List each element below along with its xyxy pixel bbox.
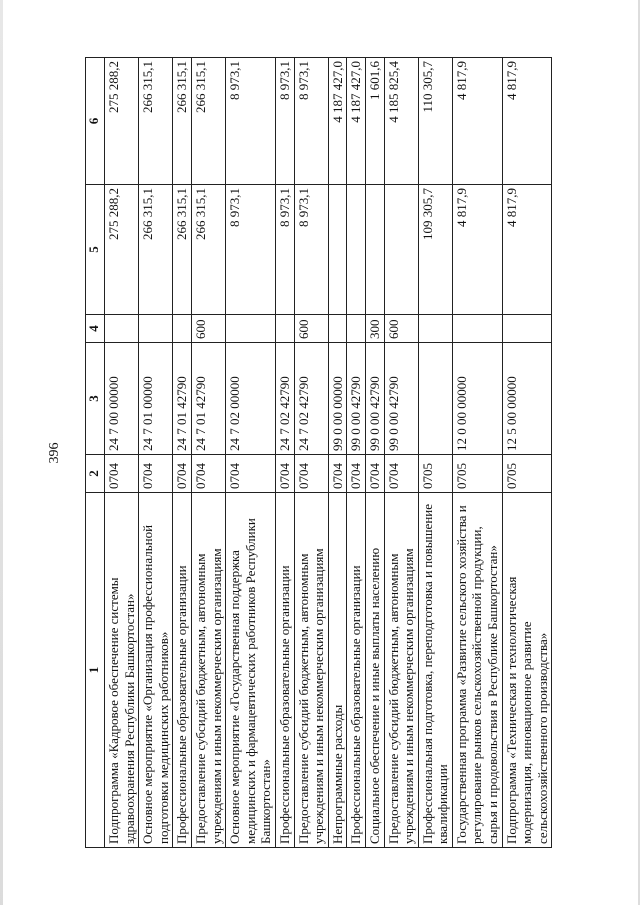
row-section-cell: 0704 bbox=[105, 455, 139, 493]
row-expense-type-cell bbox=[139, 315, 173, 343]
row-amount-col6-cell: 4 187 427,0 bbox=[347, 58, 366, 185]
row-name-cell: Основное мероприятие «Государственная поддержка медицинских и фармацевтических работников Республики Башкортостан» bbox=[226, 493, 276, 848]
row-name-cell: Профессиональные образовательные организации bbox=[173, 493, 192, 848]
row-amount-col5-cell: 8 973,1 bbox=[275, 185, 294, 315]
row-amount-col5-cell: 266 315,1 bbox=[191, 185, 225, 315]
row-name-cell: Профессиональные образовательные организации bbox=[347, 493, 366, 848]
row-amount-col6-cell: 4 187 427,0 bbox=[328, 58, 347, 185]
row-amount-col6-cell: 275 288,2 bbox=[105, 58, 139, 185]
row-name-cell: Подпрограмма «Техническая и технологическая модернизация, инновационное развитие сельскохозяйственного производства» bbox=[502, 493, 552, 848]
table-body bbox=[105, 58, 552, 848]
row-expense-type-cell bbox=[275, 315, 294, 343]
row-expense-type-cell bbox=[418, 315, 452, 343]
row-amount-col6-cell: 8 973,1 bbox=[226, 58, 276, 185]
header-col-2: 2 bbox=[86, 455, 105, 493]
row-target-article-cell: 12 5 00 00000 bbox=[502, 343, 552, 455]
row-amount-col6-cell: 1 601,6 bbox=[365, 58, 384, 185]
header-row bbox=[86, 58, 105, 848]
rotated-table-frame bbox=[85, 58, 605, 848]
row-section-cell: 0705 bbox=[418, 455, 452, 493]
table-row bbox=[502, 58, 552, 848]
row-target-article-cell: 24 7 01 42790 bbox=[191, 343, 225, 455]
row-section-cell: 0704 bbox=[347, 455, 366, 493]
row-amount-col5-cell: 266 315,1 bbox=[173, 185, 192, 315]
row-name-cell: Предоставление субсидий бюджетным, автономным учреждениям и иным некоммерческим организациям bbox=[384, 493, 418, 848]
row-expense-type-cell bbox=[347, 315, 366, 343]
table-row bbox=[173, 58, 192, 848]
row-amount-col5-cell bbox=[384, 185, 418, 315]
rotated-table-content bbox=[85, 58, 605, 848]
row-amount-col6-cell: 4 185 825,4 bbox=[384, 58, 418, 185]
row-target-article-cell: 24 7 00 00000 bbox=[105, 343, 139, 455]
row-name-cell: Основное мероприятие «Организация профессиональной подготовки медицинских работников» bbox=[139, 493, 173, 848]
page-number: 396 bbox=[47, 442, 62, 464]
row-target-article-cell: 24 7 02 42790 bbox=[275, 343, 294, 455]
row-target-article-cell: 12 0 00 00000 bbox=[452, 343, 502, 455]
row-amount-col5-cell: 4 817,9 bbox=[502, 185, 552, 315]
budget-table bbox=[85, 57, 552, 848]
row-amount-col5-cell bbox=[328, 185, 347, 315]
row-expense-type-cell bbox=[502, 315, 552, 343]
row-section-cell: 0704 bbox=[384, 455, 418, 493]
header-col-3: 3 bbox=[86, 343, 105, 455]
table-row bbox=[191, 58, 225, 848]
header-col-1: 1 bbox=[86, 493, 105, 848]
row-section-cell: 0705 bbox=[502, 455, 552, 493]
row-expense-type-cell bbox=[452, 315, 502, 343]
table-row bbox=[105, 58, 139, 848]
row-amount-col6-cell: 8 973,1 bbox=[275, 58, 294, 185]
row-amount-col6-cell: 266 315,1 bbox=[191, 58, 225, 185]
row-name-cell: Социальное обеспечение и иные выплаты населению bbox=[365, 493, 384, 848]
row-name-cell: Предоставление субсидий бюджетным, автономным учреждениям и иным некоммерческим организациям bbox=[294, 493, 328, 848]
row-section-cell: 0704 bbox=[191, 455, 225, 493]
table-row bbox=[384, 58, 418, 848]
row-amount-col5-cell: 4 817,9 bbox=[452, 185, 502, 315]
row-section-cell: 0704 bbox=[226, 455, 276, 493]
table-row bbox=[275, 58, 294, 848]
row-target-article-cell: 24 7 02 42790 bbox=[294, 343, 328, 455]
header-col-5: 5 bbox=[86, 185, 105, 315]
row-expense-type-cell: 600 bbox=[294, 315, 328, 343]
row-amount-col6-cell: 4 817,9 bbox=[502, 58, 552, 185]
row-name-cell: Непрограммные расходы bbox=[328, 493, 347, 848]
row-amount-col6-cell: 4 817,9 bbox=[452, 58, 502, 185]
row-amount-col5-cell: 8 973,1 bbox=[294, 185, 328, 315]
row-amount-col6-cell: 266 315,1 bbox=[173, 58, 192, 185]
row-amount-col5-cell: 266 315,1 bbox=[139, 185, 173, 315]
row-amount-col6-cell: 266 315,1 bbox=[139, 58, 173, 185]
row-target-article-cell: 24 7 01 42790 bbox=[173, 343, 192, 455]
header-col-6: 6 bbox=[86, 58, 105, 185]
table-row bbox=[418, 58, 452, 848]
row-expense-type-cell bbox=[226, 315, 276, 343]
row-section-cell: 0704 bbox=[294, 455, 328, 493]
row-name-cell: Государственная программа «Развитие сельского хозяйства и регулирование рынков сельскохозяйственной продукции, сырья и продовольствия в Республике Башкортостан» bbox=[452, 493, 502, 848]
row-name-cell: Подпрограмма «Кадровое обеспечение системы здравоохранения Республики Башкортостан» bbox=[105, 493, 139, 848]
table-row bbox=[328, 58, 347, 848]
row-amount-col5-cell bbox=[365, 185, 384, 315]
row-expense-type-cell: 600 bbox=[384, 315, 418, 343]
row-name-cell: Профессиональные образовательные организации bbox=[275, 493, 294, 848]
row-section-cell: 0704 bbox=[275, 455, 294, 493]
row-name-cell: Профессиональная подготовка, переподготовка и повышение квалификации bbox=[418, 493, 452, 848]
header-col-4: 4 bbox=[86, 315, 105, 343]
table-row bbox=[139, 58, 173, 848]
row-section-cell: 0704 bbox=[173, 455, 192, 493]
row-amount-col6-cell: 110 305,7 bbox=[418, 58, 452, 185]
row-target-article-cell: 99 0 00 42790 bbox=[384, 343, 418, 455]
row-target-article-cell: 99 0 00 42790 bbox=[365, 343, 384, 455]
table-row bbox=[294, 58, 328, 848]
row-expense-type-cell bbox=[173, 315, 192, 343]
row-expense-type-cell: 600 bbox=[191, 315, 225, 343]
table-row bbox=[452, 58, 502, 848]
row-amount-col5-cell: 275 288,2 bbox=[105, 185, 139, 315]
row-section-cell: 0704 bbox=[328, 455, 347, 493]
row-target-article-cell: 24 7 02 00000 bbox=[226, 343, 276, 455]
row-name-cell: Предоставление субсидий бюджетным, автономным учреждениям и иным некоммерческим организациям bbox=[191, 493, 225, 848]
row-expense-type-cell bbox=[328, 315, 347, 343]
row-amount-col6-cell: 8 973,1 bbox=[294, 58, 328, 185]
table-row bbox=[365, 58, 384, 848]
row-target-article-cell bbox=[418, 343, 452, 455]
row-expense-type-cell: 300 bbox=[365, 315, 384, 343]
row-target-article-cell: 99 0 00 42790 bbox=[347, 343, 366, 455]
row-target-article-cell: 24 7 01 00000 bbox=[139, 343, 173, 455]
row-section-cell: 0705 bbox=[452, 455, 502, 493]
row-section-cell: 0704 bbox=[139, 455, 173, 493]
row-amount-col5-cell: 109 305,7 bbox=[418, 185, 452, 315]
table-row bbox=[226, 58, 276, 848]
row-target-article-cell: 99 0 00 00000 bbox=[328, 343, 347, 455]
scan-edge-left bbox=[0, 0, 3, 905]
row-section-cell: 0704 bbox=[365, 455, 384, 493]
row-amount-col5-cell bbox=[347, 185, 366, 315]
row-amount-col5-cell: 8 973,1 bbox=[226, 185, 276, 315]
table-row bbox=[347, 58, 366, 848]
row-expense-type-cell bbox=[105, 315, 139, 343]
